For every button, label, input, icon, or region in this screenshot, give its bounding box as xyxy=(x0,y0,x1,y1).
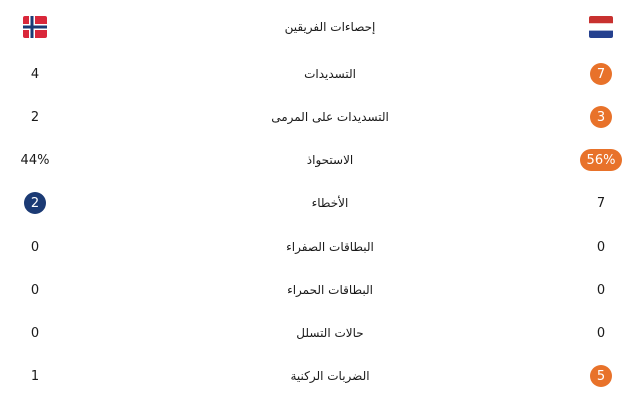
norway-flag-icon xyxy=(23,16,47,38)
right-value-pill: 7 xyxy=(590,63,612,85)
stat-label: الضربات الركنية xyxy=(290,369,370,383)
left-value-cell xyxy=(13,275,57,305)
right-value: 7 xyxy=(596,195,606,211)
right-value: 0 xyxy=(596,325,606,341)
stat-label: الاستحواذ xyxy=(306,153,354,167)
left-value-pill: 2 xyxy=(24,192,46,214)
right-value-cell xyxy=(579,275,623,305)
left-value-cell xyxy=(13,318,57,348)
left-team-flag-cell xyxy=(13,12,57,42)
right-value-cell xyxy=(579,361,623,391)
left-value: 2 xyxy=(30,109,40,125)
left-value-cell xyxy=(13,188,57,218)
left-value-cell xyxy=(13,232,57,262)
left-value: 44% xyxy=(20,152,50,168)
stats-title: إحصاءات الفريقين xyxy=(284,20,376,34)
left-value-cell xyxy=(13,145,57,175)
stat-row-yellow-cards xyxy=(0,232,640,262)
stat-label: الأخطاء xyxy=(311,196,349,210)
stat-label: البطاقات الحمراء xyxy=(287,283,373,297)
right-value-cell xyxy=(579,188,623,218)
left-value: 0 xyxy=(30,239,40,255)
left-value-cell xyxy=(13,59,57,89)
left-value: 0 xyxy=(30,282,40,298)
stat-row-corners xyxy=(0,361,640,391)
stat-label: التسديدات xyxy=(304,67,356,81)
right-value-cell xyxy=(579,145,623,175)
stat-row-shots-on-target xyxy=(0,102,640,132)
right-value-pill: 3 xyxy=(590,106,612,128)
left-value-cell xyxy=(13,102,57,132)
right-value-pill: 56% xyxy=(580,149,623,171)
stat-label: التسديدات على المرمى xyxy=(271,110,389,124)
right-value: 0 xyxy=(596,239,606,255)
right-value-cell xyxy=(579,102,623,132)
stat-label: البطاقات الصفراء xyxy=(286,240,374,254)
stats-header xyxy=(0,12,640,42)
stat-row-red-cards xyxy=(0,275,640,305)
left-value-cell xyxy=(13,361,57,391)
stat-row-possession xyxy=(0,145,640,175)
stat-row-fouls xyxy=(0,188,640,218)
right-value: 0 xyxy=(596,282,606,298)
right-team-flag-cell xyxy=(579,12,623,42)
right-value-cell xyxy=(579,59,623,89)
right-value-cell xyxy=(579,232,623,262)
stat-label: حالات التسلل xyxy=(296,326,364,340)
stat-row-offsides xyxy=(0,318,640,348)
right-value-pill: 5 xyxy=(590,365,612,387)
left-value: 4 xyxy=(30,66,40,82)
left-value: 0 xyxy=(30,325,40,341)
netherlands-flag-icon xyxy=(589,16,613,38)
right-value-cell xyxy=(579,318,623,348)
stat-row-shots xyxy=(0,59,640,89)
left-value: 1 xyxy=(30,368,40,384)
